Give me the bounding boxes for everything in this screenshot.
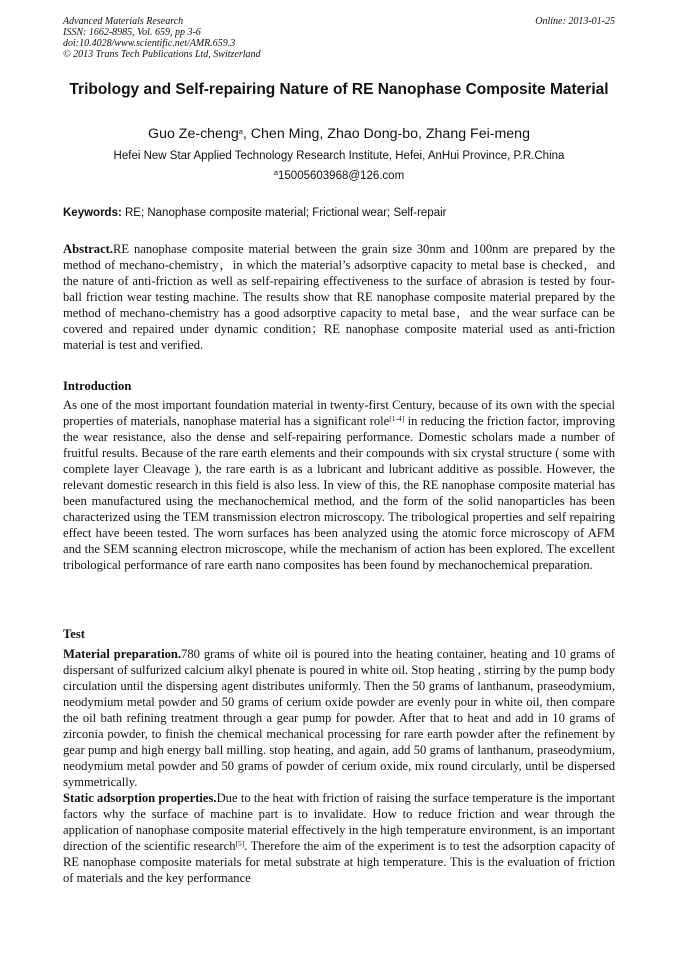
introduction-text-1: As one of the most important foundation material in twenty-first Century, because of its own with the special properties of materials, nanophase material has a significant role (63, 398, 615, 428)
author-line (60, 125, 618, 143)
introduction-heading: Introduction (63, 379, 132, 393)
abstract-text: RE nanophase composite material between the grain size 30nm and 100nm are prepared by the method of mechano-chemistry，in which the material’s adsorptive capacity to metal base is checked，and the nature of anti-friction as well as self-repairing effectiveness to the surface of abrasion is tested by four-ball friction wear testing machine. The results show that RE nanophase composite material prepared by the method of mechano-chemistry has a good adsorptive capacity to metal base，and the wear surface can be covered and repaired under dynamic condition；RE nanophase composite material used as anti-friction material is test and verified. (63, 242, 615, 352)
abstract-label: Abstract. (63, 242, 114, 256)
citation-1-4: [1-4] (389, 414, 405, 423)
keywords-label: Keywords: (63, 207, 122, 219)
keywords (63, 206, 618, 221)
doi-line: doi:10.4028/www.scientific.net/AMR.659.3 (63, 38, 236, 49)
email-address: 15005603968@126.com (278, 170, 405, 182)
introduction-body (63, 397, 615, 573)
material-preparation-text: 780 grams of white oil is poured into the heating container, heating and 10 grams of dispersant of sulfurized calcium alkyl phenate is poured in white oil. Stop heating , stirring by the pump body circulation until the dispersing agent distributes uniformly. Then the 50 grams of lanthanum, praseodymium, neodymium metal powder and 50 grams of cerium oxide powder are evenly pour in white oil, then compare the oil bath refining treatment through a gear pump for powder. After that to heat and add in 10 grams of zirconia powder, to finish the chemical mechanical processing for rare earth powder after the refinement by gear pump and high energy ball milling. stop heating, and again, add 50 grams of lanthanum, praseodymium, neodymium metal powder and 50 grams of powder of cerium oxide, mix round circularly, until be dispersed symmetrically. (63, 647, 615, 789)
journal-header (63, 16, 615, 60)
other-authors: , Chen Ming, Zhao Dong-bo, Zhang Fei-meng (242, 126, 530, 142)
test-heading: Test (63, 627, 85, 641)
static-adsorption-label: Static adsorption properties. (63, 791, 217, 805)
email-line (60, 169, 618, 184)
author-superscript: a (238, 127, 243, 136)
affiliation: Hefei New Star Applied Technology Research Institute, Hefei, AnHui Province, P.R.China (113, 150, 565, 162)
first-author: Guo Ze-cheng (148, 126, 239, 142)
email-superscript: a (273, 168, 279, 177)
paper-title: Tribology and Self-repairing Nature of RE Nanophase Composite Material (69, 81, 609, 98)
journal-name: Advanced Materials Research (63, 16, 184, 27)
copyright-line: © 2013 Trans Tech Publications Ltd, Switzerland (63, 49, 261, 60)
issn-line: ISSN: 1662-8985, Vol. 659, pp 3-6 (63, 27, 201, 38)
material-preparation-label: Material preparation. (63, 647, 182, 661)
citation-5: [5] (235, 839, 245, 848)
abstract (63, 241, 615, 353)
online-date: Online: 2013-01-25 (535, 16, 615, 27)
introduction-text-2: in reducing the friction factor, improving the wear resistance, also the dense and self-repairing performance. Domestic scholars made a number of fruitful results. Because of the rare earth elements and their compounds with six crystal structure ( some with complete layer Cleavage ), the rare earth is as a lubricant and lubricant additive as possible. However, the relevant domestic research in this field is also less. In view of this, the RE nanophase composite material has been manufactured using the mechanochemical method, and the form of the solid nanoparticles has been characterized using the TEM transmission electron microscopy. The tribological properties and self repairing effect have beeen tested. The worn surfaces has been analyzed using the atomic force microscopy of AFM and the SEM scanning electron microscope, while the mechanism of action has been explored. The excellent tribological performance of rare earth nano composites has been found by mechanochemical preparation. (63, 414, 615, 572)
static-adsorption-text-1: Due to the heat with friction of raising the surface temperature is the important factors why the surface of machine part is to invalidate. How to reduce friction and wear through the application of nanophase composite material effectively in the high temperature environment, is an important direction of the scientific research (63, 791, 615, 853)
keywords-text: RE; Nanophase composite material; Frictional wear; Self-repair (121, 207, 447, 219)
test-body (63, 646, 615, 886)
static-adsorption-text-2: . Therefore the aim of the experiment is to test the adsorption capacity of RE nanophase composite materials for metal substrate at high temperature. This is the evaluation of friction of materials and the key performance (63, 839, 615, 885)
